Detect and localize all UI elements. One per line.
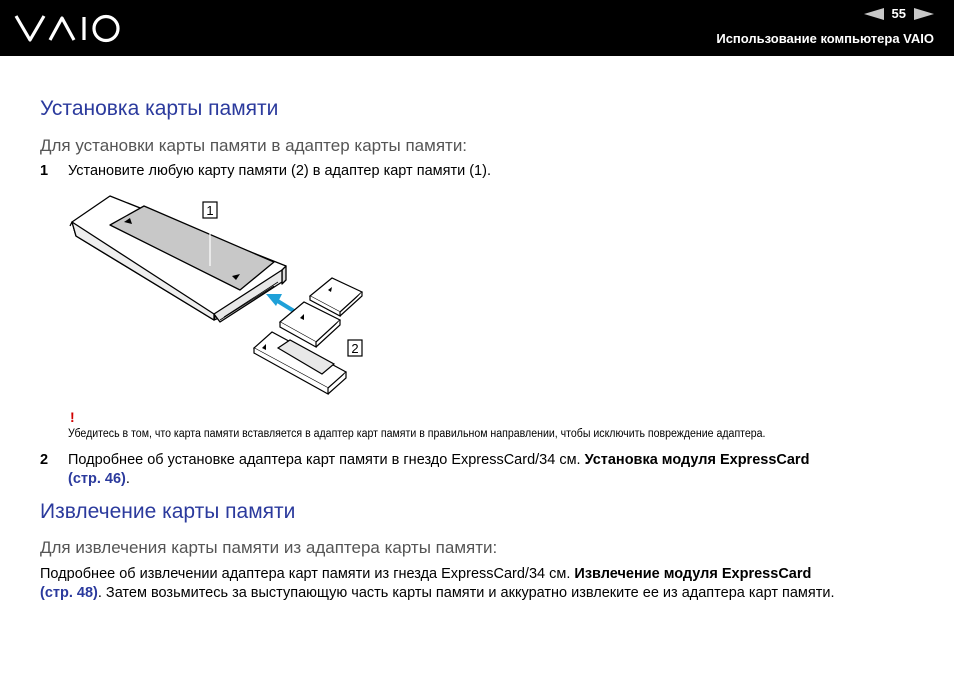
- step-1: [40, 162, 920, 181]
- page-navigation: [864, 6, 934, 21]
- step-number: 1: [40, 163, 49, 179]
- warning-icon: !: [70, 409, 75, 425]
- step-2: [40, 451, 920, 489]
- next-page-icon[interactable]: [914, 8, 934, 20]
- removal-end-text: . Затем возьмитесь за выступающую часть карты памяти и аккуратно извлеките ее из адаптера карт памяти.: [97, 585, 835, 601]
- vaio-logo[interactable]: [14, 13, 124, 45]
- step-2-bold-ref: Установка модуля ExpressCard: [584, 452, 810, 468]
- removal-paragraph: [40, 565, 930, 603]
- callout-label-1: 1: [206, 203, 214, 218]
- removal-text: Подробнее об извлечении адаптера карт памяти из гнезда ExpressCard/34 см.: [40, 566, 575, 582]
- heading-install: Установка карты памяти: [40, 97, 279, 120]
- expresscard-adapter: [70, 196, 286, 322]
- subheading-install: Для установки карты памяти в адаптер карты памяти:: [40, 136, 468, 155]
- warning-note: Убедитесь в том, что карта памяти вставляется в адаптер карт памяти в правильном направлении, чтобы исключить повреждение адаптера.: [68, 428, 766, 440]
- memory-stick: [254, 332, 346, 394]
- step-text: Установите любую карту памяти (2) в адаптер карт памяти (1).: [68, 163, 491, 179]
- step-2-text: Подробнее об установке адаптера карт памяти в гнездо ExpressCard/34 см.: [68, 452, 585, 468]
- step-text: [68, 451, 920, 489]
- step-2-end: .: [125, 471, 130, 487]
- heading-remove: Извлечение карты памяти: [40, 500, 296, 523]
- page-48-link[interactable]: (стр. 48): [40, 585, 98, 601]
- memory-card-adapter-illustration: [64, 190, 384, 400]
- previous-page-icon[interactable]: [864, 8, 884, 20]
- header-bar: [0, 0, 954, 56]
- page-46-link[interactable]: (стр. 46): [68, 471, 126, 487]
- page-number: 55: [891, 6, 906, 21]
- callout-label-2: 2: [351, 341, 359, 356]
- step-number: 2: [40, 452, 49, 468]
- section-title: Использование компьютера VAIO: [716, 31, 934, 46]
- removal-bold-ref: Извлечение модуля ExpressCard: [574, 566, 812, 582]
- subheading-remove: Для извлечения карты памяти из адаптера карты памяти:: [40, 538, 498, 557]
